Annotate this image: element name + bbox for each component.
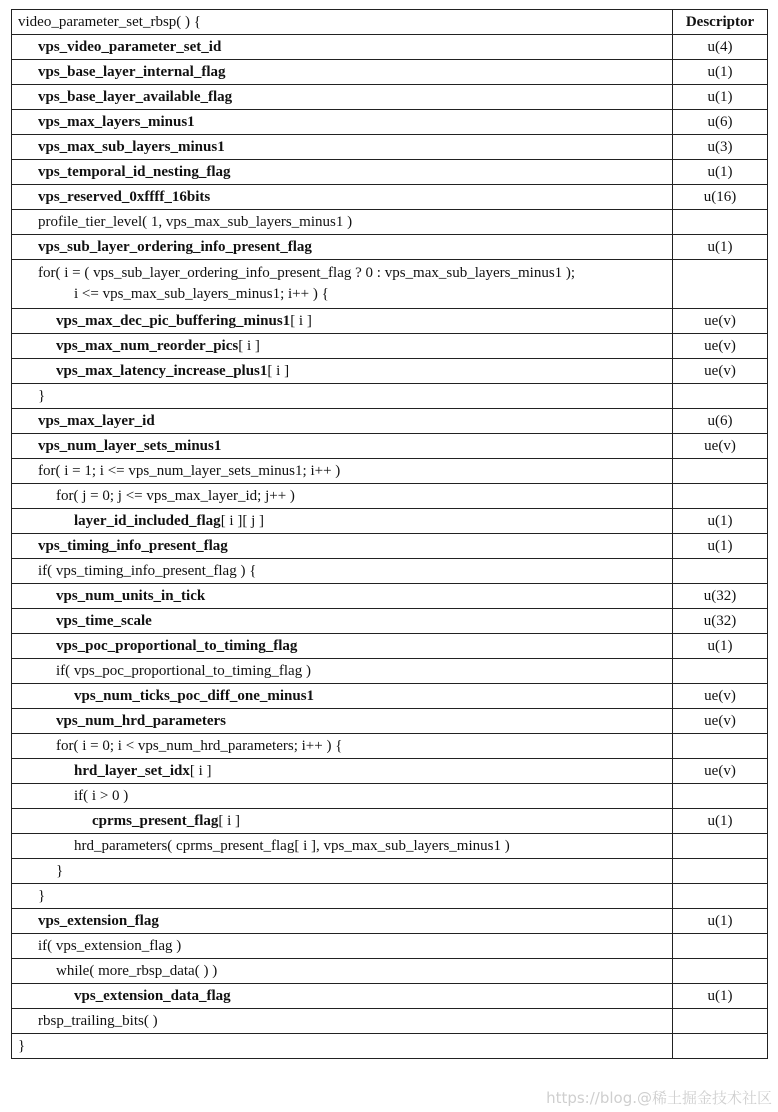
syntax-element-name: vps_max_latency_increase_plus1 (56, 363, 268, 379)
watermark: https://blog.@稀土掘金技术社区 (546, 1089, 772, 1107)
descriptor-cell (673, 1009, 768, 1034)
descriptor-cell: u(1) (673, 160, 768, 185)
descriptor-cell: ue(v) (673, 359, 768, 384)
syntax-row (12, 260, 768, 309)
syntax-row (12, 634, 768, 659)
descriptor-cell (673, 210, 768, 235)
syntax-element (12, 263, 575, 305)
syntax-element (12, 737, 342, 755)
syntax-element (12, 587, 205, 605)
syntax-element-name: vps_num_ticks_poc_diff_one_minus1 (74, 688, 315, 704)
syntax-statement: if( vps_extension_flag ) (38, 938, 182, 954)
syntax-element-name: vps_video_parameter_set_id (38, 39, 222, 55)
syntax-statement: for( i = 1; i <= vps_num_layer_sets_minus1; i++ ) (38, 463, 341, 479)
syntax-element-name: vps_num_units_in_tick (56, 588, 206, 604)
syntax-element (12, 912, 159, 930)
syntax-cell (12, 35, 673, 60)
syntax-cell (12, 210, 673, 235)
syntax-cell (12, 260, 673, 309)
syntax-element (12, 687, 314, 705)
syntax-element (12, 812, 240, 830)
syntax-element (12, 138, 225, 156)
syntax-cell (12, 185, 673, 210)
descriptor-cell (673, 784, 768, 809)
descriptor-cell (673, 260, 768, 309)
syntax-row (12, 759, 768, 784)
syntax-element-name: vps_poc_proportional_to_timing_flag (56, 638, 298, 654)
syntax-cell (12, 484, 673, 509)
syntax-statement: while( more_rbsp_data( ) ) (56, 963, 218, 979)
syntax-statement: if( vps_timing_info_present_flag ) { (38, 563, 257, 579)
descriptor-cell: ue(v) (673, 759, 768, 784)
syntax-index: [ i ] (290, 313, 312, 329)
syntax-table-body (12, 10, 768, 1059)
syntax-index: [ i ] (218, 813, 241, 829)
syntax-cell (12, 909, 673, 934)
descriptor-cell: u(1) (673, 909, 768, 934)
syntax-element (12, 837, 510, 855)
syntax-element (12, 213, 352, 231)
syntax-row (12, 1009, 768, 1034)
syntax-statement: } (38, 888, 46, 904)
syntax-row (12, 484, 768, 509)
syntax-row (12, 884, 768, 909)
syntax-cell (12, 959, 673, 984)
syntax-cell (12, 359, 673, 384)
descriptor-cell: ue(v) (673, 709, 768, 734)
syntax-cell (12, 110, 673, 135)
syntax-row (12, 60, 768, 85)
syntax-element (12, 612, 152, 630)
syntax-element (12, 362, 289, 380)
syntax-row (12, 384, 768, 409)
descriptor-cell: u(1) (673, 984, 768, 1009)
syntax-row (12, 784, 768, 809)
syntax-statement: for( j = 0; j <= vps_max_layer_id; j++ ) (56, 488, 295, 504)
syntax-element (12, 762, 212, 780)
descriptor-cell: u(16) (673, 185, 768, 210)
syntax-cell (12, 1034, 673, 1059)
syntax-statement: } (18, 1038, 26, 1054)
descriptor-cell: u(1) (673, 509, 768, 534)
syntax-element-name: vps_max_layers_minus1 (38, 114, 195, 130)
syntax-row (12, 684, 768, 709)
syntax-row (12, 35, 768, 60)
syntax-statement: } (38, 388, 46, 404)
syntax-cell (12, 135, 673, 160)
syntax-cell (12, 659, 673, 684)
syntax-row (12, 1034, 768, 1059)
descriptor-cell: ue(v) (673, 684, 768, 709)
syntax-element-name: vps_num_layer_sets_minus1 (38, 438, 222, 454)
syntax-element (12, 637, 297, 655)
syntax-statement: profile_tier_level( 1, vps_max_sub_layers_minus1 ) (38, 214, 353, 230)
syntax-element-name: vps_sub_layer_ordering_info_present_flag (38, 239, 312, 255)
syntax-element (12, 412, 155, 430)
syntax-element (12, 1037, 25, 1055)
descriptor-cell: ue(v) (673, 334, 768, 359)
syntax-element (12, 537, 228, 555)
syntax-element (12, 662, 311, 680)
syntax-cell (12, 609, 673, 634)
syntax-element (12, 987, 231, 1005)
syntax-row (12, 334, 768, 359)
syntax-row (12, 509, 768, 534)
header-syntax-cell (12, 10, 673, 35)
syntax-cell (12, 859, 673, 884)
syntax-row (12, 309, 768, 334)
syntax-row (12, 659, 768, 684)
syntax-statement-continuation: i <= vps_max_sub_layers_minus1; i++ ) { (74, 286, 329, 302)
syntax-element (12, 337, 260, 355)
descriptor-cell: u(3) (673, 135, 768, 160)
syntax-row (12, 934, 768, 959)
syntax-statement: for( i = ( vps_sub_layer_ordering_info_present_flag ? 0 : vps_max_sub_layers_minus1 ); (38, 265, 576, 281)
syntax-cell (12, 709, 673, 734)
syntax-row (12, 210, 768, 235)
syntax-element-name: vps_max_layer_id (38, 413, 155, 429)
syntax-element (12, 862, 63, 880)
descriptor-cell: u(32) (673, 584, 768, 609)
syntax-cell (12, 160, 673, 185)
syntax-cell (12, 384, 673, 409)
syntax-cell (12, 85, 673, 110)
syntax-element-name: vps_extension_flag (38, 913, 159, 929)
syntax-element-name: vps_extension_data_flag (74, 988, 231, 1004)
syntax-cell (12, 1009, 673, 1034)
descriptor-cell (673, 859, 768, 884)
syntax-row (12, 734, 768, 759)
syntax-element-name: vps_max_dec_pic_buffering_minus1 (56, 313, 291, 329)
syntax-element (12, 887, 45, 905)
syntax-element-name: cprms_present_flag (92, 813, 219, 829)
syntax-statement: hrd_parameters( cprms_present_flag[ i ], vps_max_sub_layers_minus1 ) (74, 838, 510, 854)
syntax-element-name: vps_num_hrd_parameters (56, 713, 227, 729)
syntax-element (12, 787, 128, 805)
syntax-element (12, 238, 312, 256)
syntax-cell (12, 434, 673, 459)
syntax-cell (12, 934, 673, 959)
syntax-cell (12, 235, 673, 260)
descriptor-cell (673, 934, 768, 959)
syntax-element-name: vps_time_scale (56, 613, 152, 629)
syntax-element-name: vps_base_layer_internal_flag (38, 64, 226, 80)
descriptor-cell (673, 484, 768, 509)
syntax-element (12, 937, 181, 955)
syntax-element-name: hrd_layer_set_idx (74, 763, 190, 779)
syntax-statement: } (56, 863, 64, 879)
syntax-index: [ i ][ j ] (220, 513, 265, 529)
syntax-statement: for( i = 0; i < vps_num_hrd_parameters; i++ ) { (56, 738, 343, 754)
syntax-index: [ i ] (267, 363, 290, 379)
syntax-element (12, 562, 256, 580)
syntax-element (12, 487, 295, 505)
descriptor-cell (673, 734, 768, 759)
syntax-row (12, 85, 768, 110)
syntax-index: [ i ] (238, 338, 260, 354)
syntax-row (12, 135, 768, 160)
syntax-cell (12, 984, 673, 1009)
syntax-statement: if( vps_poc_proportional_to_timing_flag ) (56, 663, 311, 679)
syntax-element (12, 387, 45, 405)
descriptor-cell: u(1) (673, 534, 768, 559)
syntax-cell (12, 884, 673, 909)
syntax-row (12, 834, 768, 859)
syntax-row (12, 459, 768, 484)
descriptor-cell: u(1) (673, 235, 768, 260)
syntax-row (12, 110, 768, 135)
syntax-row (12, 584, 768, 609)
syntax-element (12, 712, 226, 730)
syntax-element (12, 437, 221, 455)
syntax-element-name: vps_base_layer_available_flag (38, 89, 233, 105)
syntax-row (12, 859, 768, 884)
syntax-element (12, 63, 226, 81)
syntax-row (12, 409, 768, 434)
syntax-cell (12, 584, 673, 609)
syntax-row (12, 534, 768, 559)
syntax-element (12, 462, 340, 480)
syntax-row (12, 160, 768, 185)
descriptor-cell (673, 959, 768, 984)
syntax-element-name: layer_id_included_flag (74, 513, 221, 529)
descriptor-cell (673, 384, 768, 409)
syntax-row (12, 609, 768, 634)
syntax-row (12, 359, 768, 384)
descriptor-cell: u(1) (673, 809, 768, 834)
descriptor-cell: u(1) (673, 85, 768, 110)
syntax-cell (12, 684, 673, 709)
syntax-row (12, 809, 768, 834)
syntax-row (12, 984, 768, 1009)
syntax-cell (12, 734, 673, 759)
syntax-element (12, 312, 312, 330)
syntax-cell (12, 634, 673, 659)
syntax-cell (12, 559, 673, 584)
syntax-element-name: vps_max_num_reorder_pics (56, 338, 239, 354)
syntax-cell (12, 309, 673, 334)
syntax-statement: rbsp_trailing_bits( ) (38, 1013, 158, 1029)
header-syntax: video_parameter_set_rbsp( ) { (18, 14, 201, 30)
syntax-row (12, 235, 768, 260)
syntax-index: [ i ] (189, 763, 212, 779)
syntax-row (12, 185, 768, 210)
syntax-cell (12, 809, 673, 834)
syntax-cell (12, 759, 673, 784)
syntax-cell (12, 534, 673, 559)
descriptor-cell: ue(v) (673, 309, 768, 334)
syntax-cell (12, 784, 673, 809)
descriptor-cell (673, 884, 768, 909)
header-descriptor: Descriptor (673, 10, 768, 35)
descriptor-cell (673, 459, 768, 484)
syntax-cell (12, 409, 673, 434)
syntax-row (12, 559, 768, 584)
syntax-element (12, 88, 232, 106)
syntax-cell (12, 459, 673, 484)
descriptor-cell: u(32) (673, 609, 768, 634)
syntax-element (12, 38, 221, 56)
syntax-element-name: vps_temporal_id_nesting_flag (38, 164, 231, 180)
syntax-row (12, 959, 768, 984)
syntax-element (12, 113, 195, 131)
syntax-row (12, 909, 768, 934)
syntax-element (12, 512, 264, 530)
syntax-row (12, 709, 768, 734)
descriptor-cell (673, 1034, 768, 1059)
syntax-element-name: vps_reserved_0xffff_16bits (38, 189, 211, 205)
descriptor-cell: u(1) (673, 634, 768, 659)
descriptor-cell: ue(v) (673, 434, 768, 459)
syntax-element-name: vps_max_sub_layers_minus1 (38, 139, 225, 155)
descriptor-cell: u(1) (673, 60, 768, 85)
syntax-element (12, 188, 210, 206)
syntax-row (12, 434, 768, 459)
syntax-cell (12, 334, 673, 359)
syntax-cell (12, 834, 673, 859)
descriptor-cell (673, 659, 768, 684)
syntax-statement: if( i > 0 ) (74, 788, 129, 804)
syntax-element (12, 962, 217, 980)
syntax-cell (12, 60, 673, 85)
descriptor-cell (673, 834, 768, 859)
descriptor-cell: u(4) (673, 35, 768, 60)
syntax-element (12, 1012, 158, 1030)
descriptor-cell: u(6) (673, 409, 768, 434)
syntax-cell (12, 509, 673, 534)
syntax-element-name: vps_timing_info_present_flag (38, 538, 228, 554)
descriptor-cell (673, 559, 768, 584)
syntax-table (11, 9, 768, 1059)
header-row (12, 10, 768, 35)
syntax-element (12, 163, 231, 181)
descriptor-cell: u(6) (673, 110, 768, 135)
